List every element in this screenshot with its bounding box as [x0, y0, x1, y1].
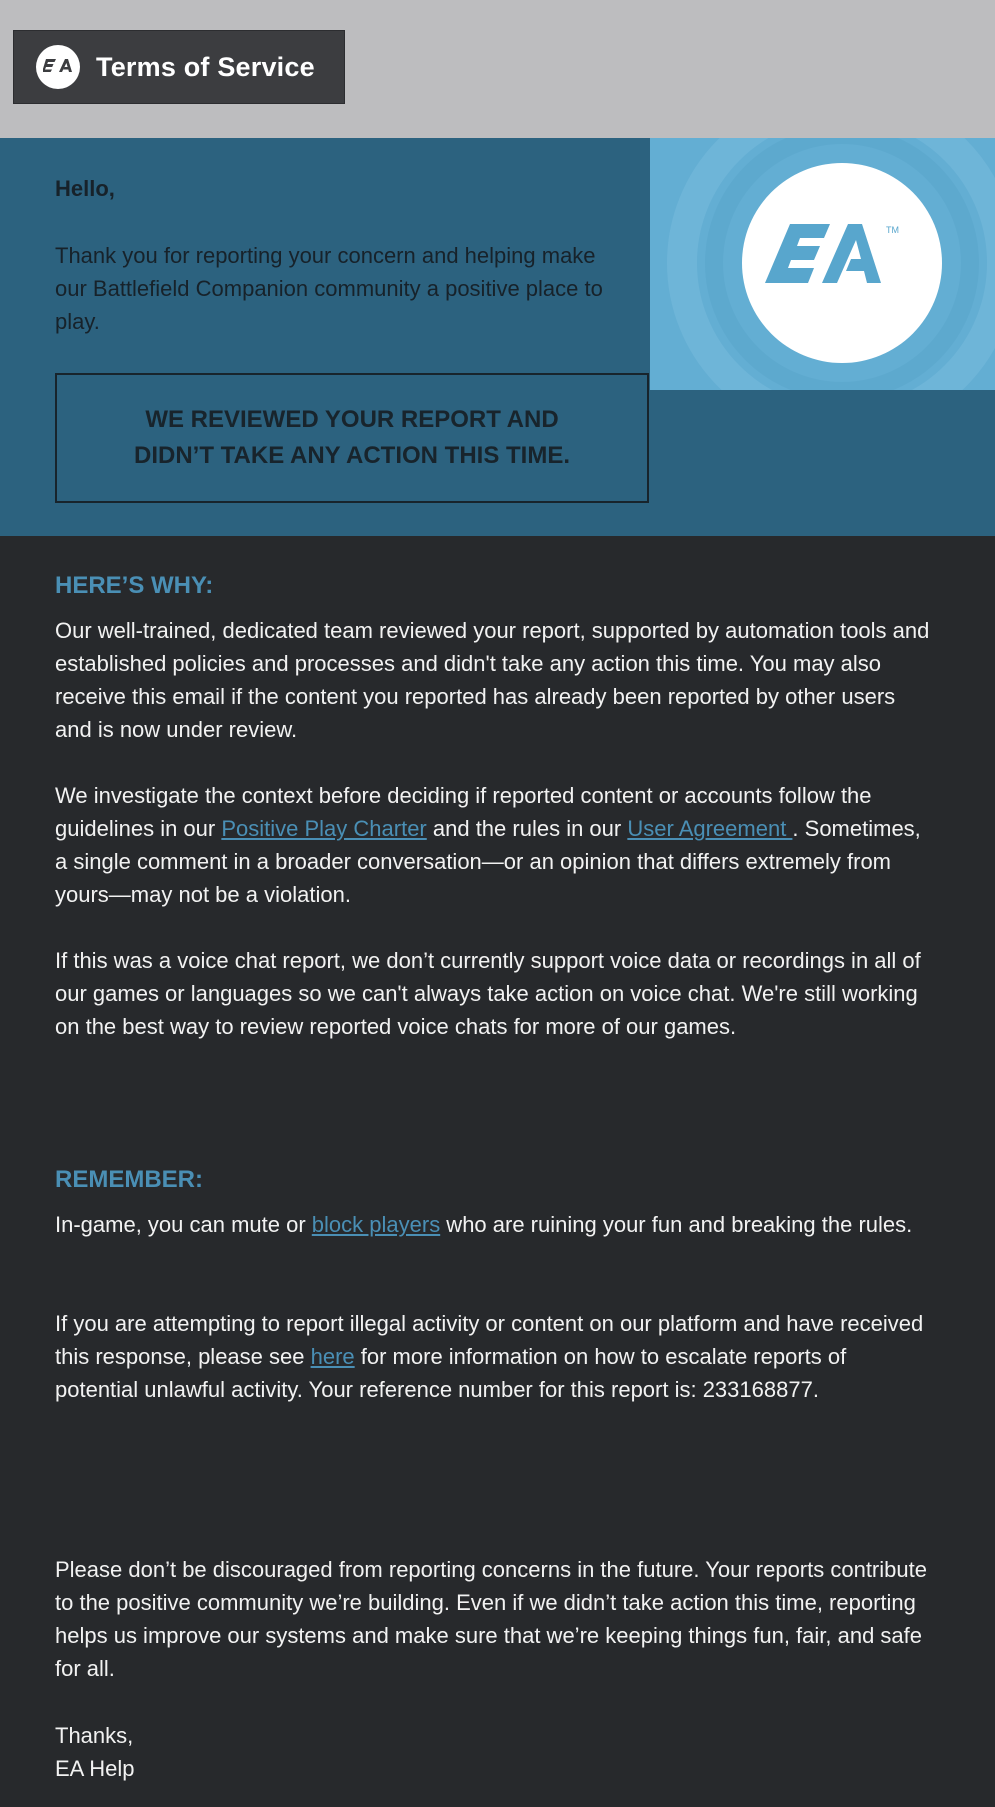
user-agreement-link[interactable]: User Agreement [627, 816, 793, 841]
heres-why-heading: HERE’S WHY: [55, 572, 214, 599]
remember-p2-text-before: If you are attempting to report illegal activity or content on our platform and have received this response, please see [55, 1311, 924, 1369]
why-paragraph-3: If this was a voice chat report, we don’t currently support voice data or recordings in all of our games or languages so we can't always take action on voice chat. We're still working on the best way to review reported voice chats for more of our games. [55, 948, 921, 1039]
verdict-text: WE REVIEWED YOUR REPORT AND DIDN’T TAKE ANY ACTION THIS TIME. [134, 406, 570, 469]
terms-of-service-title: Terms of Service [96, 51, 315, 82]
remember-paragraph-2 [55, 1307, 935, 1406]
trademark-label: TM [886, 225, 899, 235]
verdict-box [55, 373, 649, 503]
hero-section [0, 138, 995, 536]
why-p2-text-before: We investigate the context before deciding if reported content or accounts follow the guidelines in our [55, 783, 872, 841]
why-p2-text-after: . Sometimes, a single comment in a broader conversation—or an opinion that differs extremely from yours—may not be a violation. [55, 816, 921, 907]
why-paragraph-1: Our well-trained, dedicated team reviewed your report, supported by automation tools and established policies and processes and didn't take any action this time. You may also receive this email if the content you reported has already been reported by other users and is now under review. [55, 618, 930, 742]
why-paragraph-2 [55, 779, 935, 911]
terms-of-service-badge[interactable] [13, 30, 345, 104]
closing-paragraph: Please don’t be discouraged from reporting concerns in the future. Your reports contribute to the positive community we’re building. Even if we didn’t take action this time, reporting helps us improve our systems and make sure that we’re keeping things fun, fair, and safe for all. [55, 1557, 927, 1681]
top-bar [0, 0, 995, 138]
signoff: Thanks, [55, 1723, 134, 1748]
intro-text: Thank you for reporting your concern and helping make our Battlefield Companion community a positive place to play. [55, 243, 603, 334]
why-p2-text-middle: and the rules in our [426, 816, 628, 841]
remember-paragraph-1 [55, 1208, 935, 1241]
block-players-link[interactable]: block players [311, 1212, 441, 1237]
greeting: Hello, [55, 176, 115, 201]
ea-brand-art [650, 138, 995, 390]
here-link[interactable]: here [310, 1344, 355, 1369]
positive-play-charter-link[interactable]: Positive Play Charter [221, 816, 427, 841]
remember-p1-text-before: In-game, you can mute or [55, 1212, 312, 1237]
ea-logo-icon [36, 45, 80, 89]
signature: EA Help [55, 1756, 135, 1781]
remember-heading: REMEMBER: [55, 1166, 203, 1193]
remember-p1-text-after: who are ruining your fun and breaking the rules. [440, 1212, 913, 1237]
remember-p2-text-after: for more information on how to escalate reports of potential unlawful activity. Your reference number for this report is: 233168877. [55, 1344, 847, 1402]
